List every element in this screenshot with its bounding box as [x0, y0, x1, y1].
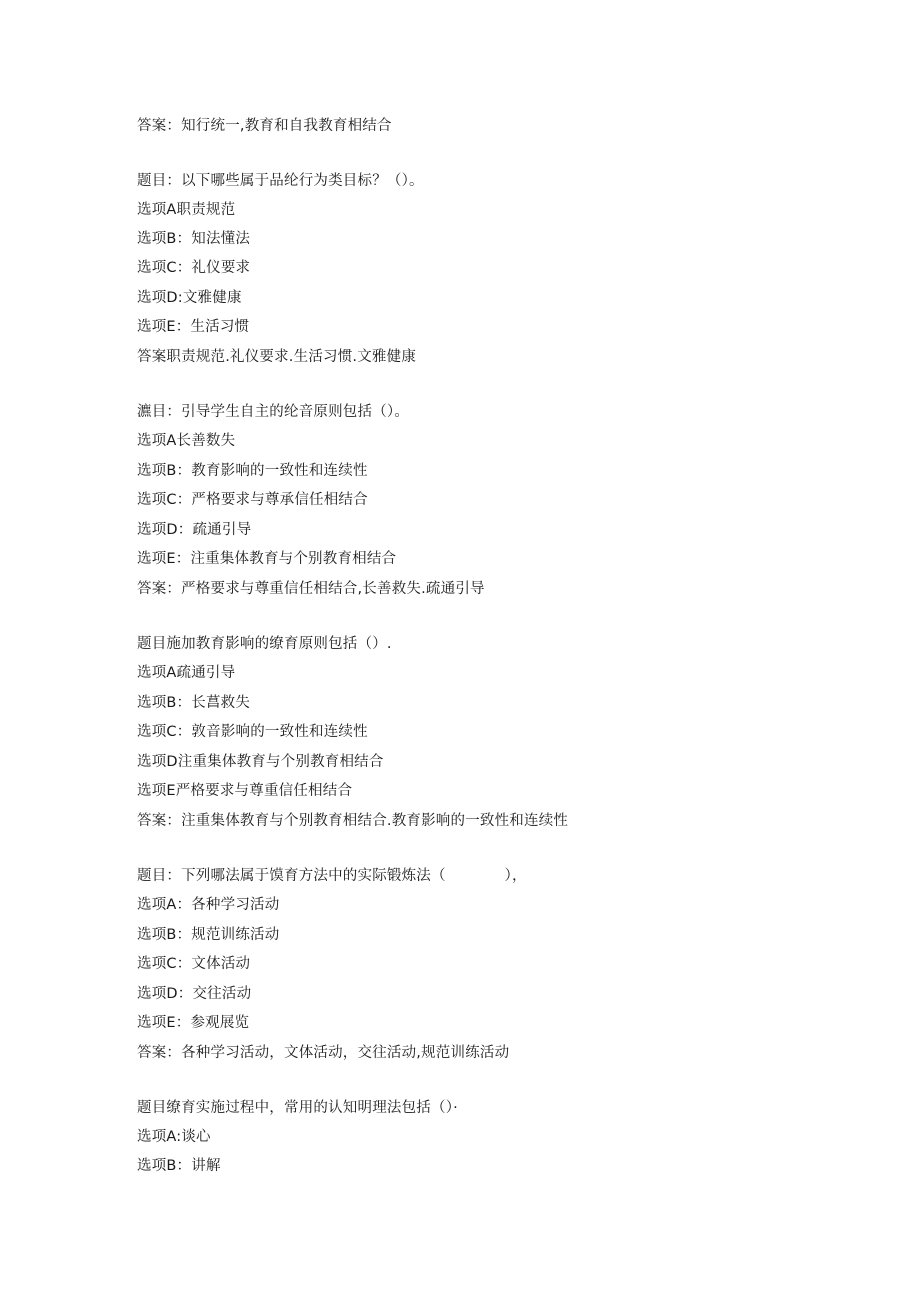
option-line: 选项C：文体活动 [137, 956, 251, 972]
option-line: 选项B：规范训练活动 [137, 927, 280, 943]
option-line: 选项E严格要求与尊重信任相结合 [137, 783, 353, 799]
option-line: 选项B：长菖救失 [137, 695, 251, 711]
option-line: 选项A长善数失 [137, 433, 236, 449]
option-line: 选项E：注重集体教育与个别教育相结合 [137, 551, 397, 567]
question-line: 题目：下列哪法属于馍育方法中的实际锻炼法（ ）， [137, 868, 527, 884]
option-line: 选项B：知法懂法 [137, 231, 251, 247]
option-line: 选项A：各种学习活动 [137, 897, 280, 913]
option-line: 选项B：讲解 [137, 1158, 221, 1174]
answer-line: 答案：知行统一,教育和自我教育相结合 [137, 118, 392, 134]
question-line: 题目：以下哪些属于品纶行为类目标？（）。 [137, 173, 424, 189]
answer-line: 答案：各种学习活动，文体活动，交往活动,规范训练活动 [137, 1045, 510, 1061]
option-line: 选项C：严格要求与尊承信任相结合 [137, 492, 368, 508]
option-line: 选项B：教育影响的一致性和连续性 [137, 463, 368, 479]
question-line: 题目施加教育影响的缭育原则包括（）. [137, 636, 392, 652]
option-line: 选项D:文雅健康 [137, 290, 242, 306]
answer-line: 答案职责规范.礼仪要求.生活习惯.文雅健康 [137, 349, 417, 365]
answer-line: 答案：注重集体教育与个别教育相结合.教育影响的一致性和连续性 [137, 813, 569, 829]
option-line: 选项D：交往活动 [137, 986, 252, 1002]
answer-line: 答案：严格要求与尊重信任相结合,长善救失.疏通引导 [137, 581, 485, 597]
option-line: 选项D注重集体教育与个别教育相结合 [137, 754, 384, 770]
option-line: 选项C：敦音影响的一致性和连续性 [137, 724, 368, 740]
option-line: 选项C：礼仪要求 [137, 260, 251, 276]
option-line: 选项D：疏通引导 [137, 522, 252, 538]
option-line: 选项E：生活习惯 [137, 319, 250, 335]
question-line: 瀌目：引导学生自主的纶音原则包括（）。 [137, 404, 410, 420]
option-line: 选项A疏通引导 [137, 665, 236, 681]
option-line: 选项E：参观展览 [137, 1015, 250, 1031]
option-line: 选项A职责规范 [137, 202, 236, 218]
option-line: 选项A:谈心 [137, 1129, 211, 1145]
question-line: 题目缭育实施过程中，常用的认知明理法包括（）· [137, 1100, 458, 1116]
